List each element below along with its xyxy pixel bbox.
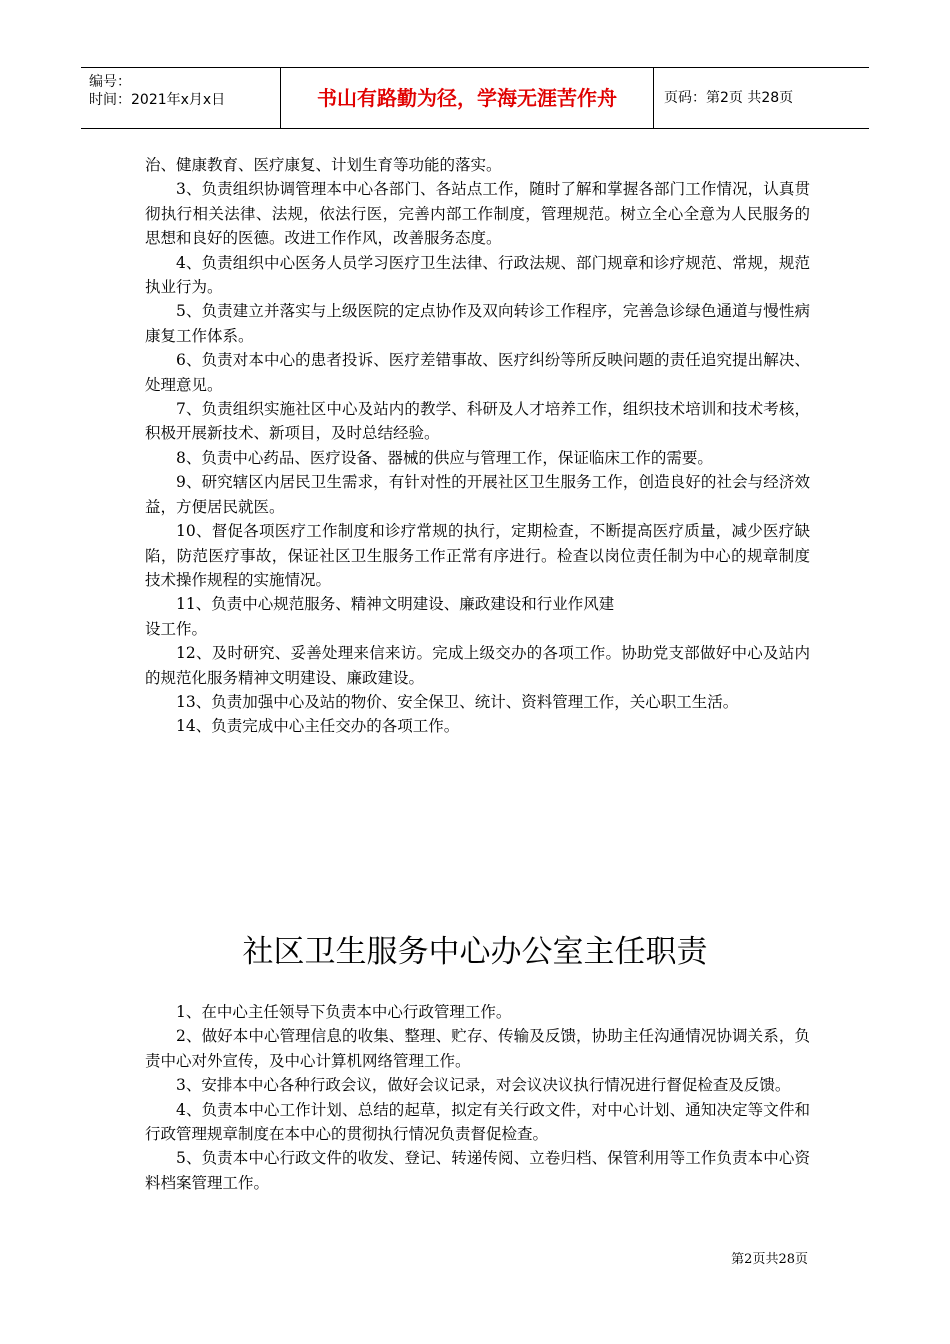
header-meta: [81, 68, 281, 128]
paragraph: 治、健康教育、医疗康复、计划生育等功能的落实。: [145, 156, 502, 174]
paragraph: 12、及时研究、妥善处理来信来访。完成上级交办的各项工作。协助党支部做好中心及站内的规范化服务精神文明建设、廉政建设。: [145, 644, 810, 687]
paragraph: 4、负责组织中心医务人员学习医疗卫生法律、行政法规、部门规章和诊疗规范、常规，规范执业行为。: [145, 253, 810, 297]
paragraph: 9、研究辖区内居民卫生需求，有针对性的开展社区卫生服务工作，创造良好的社会与经济效益，方便居民就医。: [145, 473, 810, 516]
section2-body: [145, 1000, 810, 1195]
paragraph: 2、做好本中心管理信息的收集、整理、贮存、传输及反馈，协助主任沟通情况协调关系，负责中心对外宣传，及中心计算机网络管理工作。: [145, 1027, 810, 1070]
document-date: 时间：2021年x月x日: [89, 92, 226, 108]
paragraph: 14、负责完成中心主任交办的各项工作。: [176, 717, 460, 736]
section-title: 社区卫生服务中心办公室主任职责: [242, 934, 708, 970]
paragraph: 13、负责加强中心及站的物价、安全保卫、统计、资料管理工作，关心职工生活。: [176, 692, 739, 711]
paragraph: 1、在中心主任领导下负责本中心行政管理工作。: [176, 1003, 512, 1021]
header-motto: 书山有路勤为径，学海无涯苦作舟: [281, 68, 654, 128]
paragraph: 3、安排本中心各种行政会议，做好会议记录，对会议决议执行情况进行督促检查及反馈。: [176, 1076, 791, 1095]
paragraph: 设工作。: [145, 619, 208, 638]
header-page-number: 页码：第2页 共28页: [664, 90, 794, 106]
section1-body: [145, 153, 810, 739]
paragraph: 3、负责组织协调管理本中心各部门、各站点工作，随时了解和掌握各部门工作情况，认真贯彻执行相关法律、法规，依法行医，完善内部工作制度，管理规范。树立全心全意为人民服务的思想和良好的医德。改进工作作风，改善服务态度。: [145, 180, 810, 248]
document-number-label: 编号：: [89, 74, 131, 90]
page-footer: 第2页共28页: [731, 1252, 808, 1267]
paragraph: 4、负责本中心工作计划、总结的起草，拟定有关行政文件，对中心计划、通知决定等文件和行政管理规章制度在本中心的贯彻执行情况负责督促检查。: [145, 1100, 810, 1144]
paragraph: 8、负责中心药品、医疗设备、器械的供应与管理工作，保证临床工作的需要。: [176, 448, 713, 467]
paragraph: 5、负责本中心行政文件的收发、登记、转递传阅、立卷归档、保管利用等工作负责本中心资料档案管理工作。: [145, 1149, 810, 1192]
paragraph: 10、督促各项医疗工作制度和诊疗常规的执行，定期检查，不断提高医疗质量，减少医疗缺陷，防范医疗事故，保证社区卫生服务工作正常有序进行。检查以岗位责任制为中心的规章制度技术操作规程的实施情况。: [145, 522, 810, 589]
paragraph: 11、负责中心规范服务、精神文明建设、廉政建设和行业作风建: [176, 595, 615, 614]
paragraph: 6、负责对本中心的患者投诉、医疗差错事故、医疗纠纷等所反映问题的责任追究提出解决、处理意见。: [145, 351, 810, 394]
paragraph: 7、负责组织实施社区中心及站内的教学、科研及人才培养工作，组织技术培训和技术考核，积极开展新技术、新项目，及时总结经验。: [145, 400, 810, 443]
page-header: [81, 67, 869, 129]
paragraph: 5、负责建立并落实与上级医院的定点协作及双向转诊工作程序，完善急诊绿色通道与慢性病康复工作体系。: [145, 302, 810, 345]
